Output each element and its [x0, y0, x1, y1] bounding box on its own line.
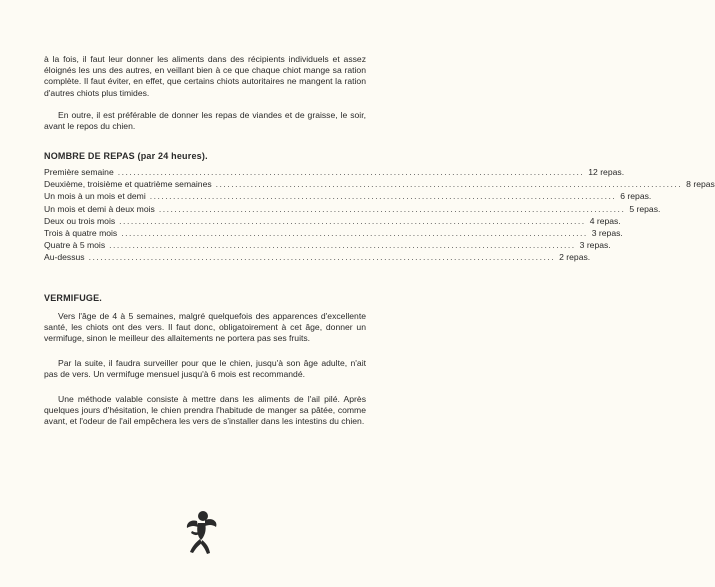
meal-count: 5 repas.: [629, 203, 661, 214]
meal-row: [44, 227, 623, 239]
meal-label: Un mois à un mois et demi: [44, 191, 146, 202]
meal-row: [44, 215, 621, 227]
meal-row: [44, 166, 625, 178]
vermifuge-heading: VERMIFUGE.: [44, 293, 103, 303]
meal-count: 2 repas.: [559, 252, 591, 263]
dot-leader: ........................................................................................................................: [119, 215, 586, 226]
meal-label: Au-dessus: [44, 252, 85, 263]
meal-count: 6 repas.: [620, 191, 652, 202]
meal-label: Deuxième, troisième et quatrième semaines: [44, 179, 212, 190]
intro-paragraph-1: à la fois, il faut leur donner les aliments dans des récipients individuels et assez éloignés les uns des autres, en veillant bien à ce que chaque chiot mange sa ration complète. Il faut éviter, en effet, que certains chiots autoritaires ne mangent la ration d'autres chiots plus timides.: [44, 54, 366, 98]
dot-leader: ........................................................................................................................: [158, 203, 626, 214]
meal-row: [44, 251, 591, 263]
meal-count: 8 repas: [686, 179, 715, 190]
meal-label: Deux ou trois mois: [44, 215, 116, 226]
intro-paragraph-2: En outre, il est préférable de donner les repas de viandes et de graisse, le soir, avant le repos du chien.: [44, 110, 366, 132]
meal-row: [44, 190, 652, 202]
meal-count: 3 repas.: [579, 240, 611, 251]
meal-row: [44, 178, 715, 190]
dot-leader: ........................................................................................................................: [109, 240, 576, 251]
vermifuge-paragraph-1: Vers l'âge de 4 à 5 semaines, malgré quelquefois des apparences d'excellente santé, les chiots ont des vers. Il faut donc, obligatoirement à cet âge, donner un vermifuge, sinon le meilleur des allaitements ne portera pas ses fruits.: [44, 311, 366, 344]
meal-count: 4 repas.: [589, 215, 621, 226]
meals-heading: NOMBRE DE REPAS (par 24 heures).: [44, 151, 208, 161]
meal-label: Trois à quatre mois: [44, 227, 118, 238]
meal-count: 12 repas.: [588, 167, 625, 177]
meal-count: 3 repas.: [591, 227, 623, 238]
vermifuge-paragraph-3: Une méthode valable consiste à mettre dans les aliments de l'ail pilé. Après quelques jours d'hésitation, le chien prendra l'habitude de manger sa pâtée, comme avant, et l'odeur de l'ail empêchera les vers de s'installer dans les intestins du chien.: [44, 394, 366, 427]
dot-leader: ........................................................................................................................: [215, 179, 683, 190]
cherub-ornament-icon: [183, 509, 219, 555]
meal-label: Quatre à 5 mois: [44, 240, 106, 251]
meal-row: [44, 239, 611, 251]
meal-label: Un mois et demi à deux mois: [44, 203, 155, 214]
meal-row: [44, 203, 661, 215]
dot-leader: ........................................................................................................................: [117, 167, 585, 177]
dot-leader: ........................................................................................................................: [121, 227, 588, 238]
meal-label: Première semaine: [44, 167, 114, 177]
vermifuge-paragraph-2: Par la suite, il faudra surveiller pour que le chien, jusqu'à son âge adulte, n'ait pas de vers. Un vermifuge mensuel jusqu'à 6 mois est recommandé.: [44, 358, 366, 380]
dot-leader: ........................................................................................................................: [88, 252, 556, 263]
meals-list: [44, 166, 715, 264]
dot-leader: ........................................................................................................................: [149, 191, 617, 202]
